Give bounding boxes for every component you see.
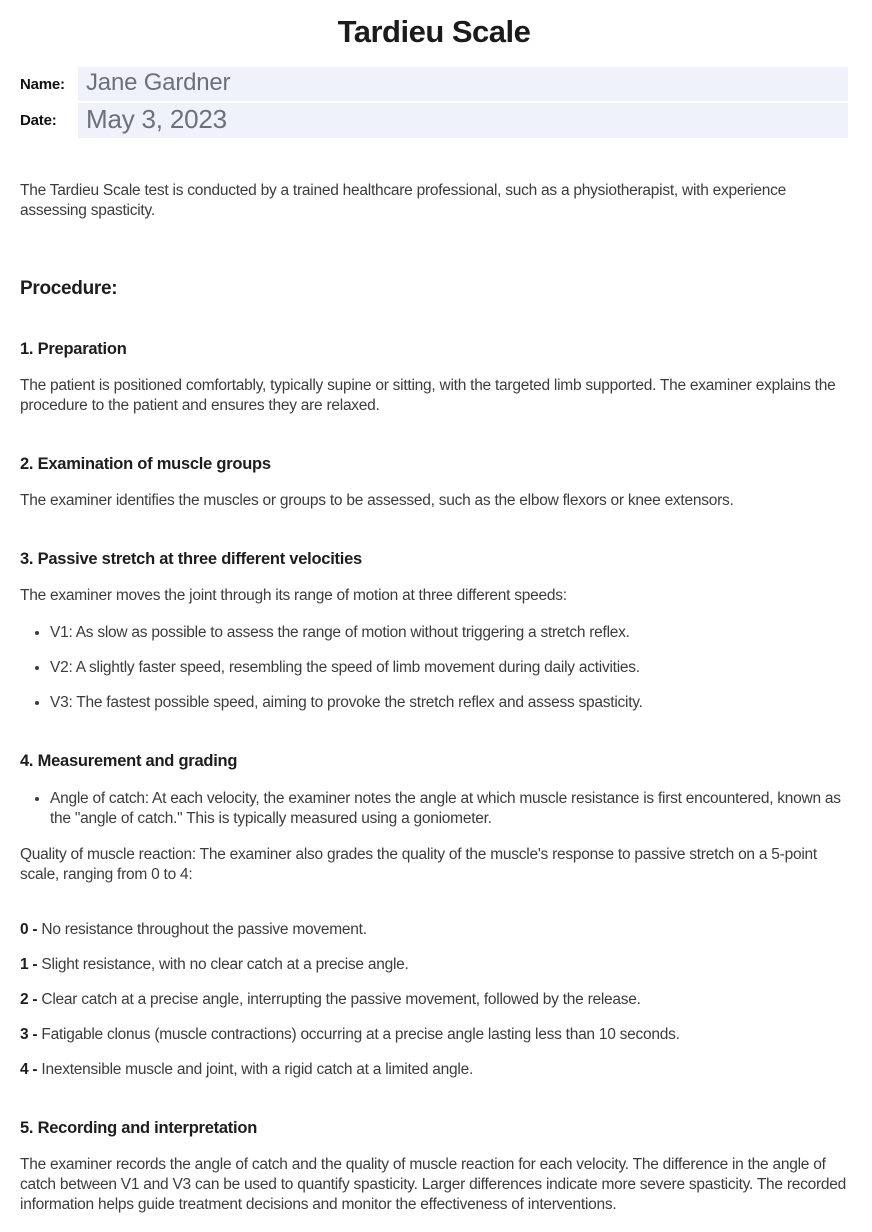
grade-row-2 <box>20 990 848 1010</box>
list-item-v1: • V1: As slow as possible to assess the range of motion without triggering a stretch reflex. <box>50 623 848 643</box>
grade-4-text: Inextensible muscle and joint, with a rigid catch at a limited angle. <box>41 1061 474 1078</box>
date-field-row <box>20 103 848 138</box>
grade-0-number: 0 - <box>20 921 38 938</box>
grade-2-number: 2 - <box>20 991 38 1008</box>
grade-2-text: Clear catch at a precise angle, interrupting the passive movement, followed by the release. <box>41 991 641 1008</box>
name-input[interactable]: Jane Gardner <box>78 67 848 101</box>
name-field-row <box>20 67 848 101</box>
grade-3-number: 3 - <box>20 1026 38 1043</box>
date-input[interactable]: May 3, 2023 <box>78 103 848 138</box>
list-item-v3: • V3: The fastest possible speed, aiming to provoke the stretch reflex and assess spasticity. <box>50 693 848 713</box>
angle-of-catch-list <box>20 789 848 829</box>
grading-scale-list <box>20 920 848 1080</box>
procedure-heading: Procedure: <box>20 278 118 299</box>
grade-row-1 <box>20 955 848 975</box>
section-3-paragraph: The examiner moves the joint through its range of motion at three different speeds: <box>20 587 567 604</box>
grade-row-3 <box>20 1025 848 1045</box>
section-4-heading: 4. Measurement and grading <box>20 752 238 770</box>
section-1-heading: 1. Preparation <box>20 340 127 358</box>
grade-4-number: 4 - <box>20 1061 38 1078</box>
grade-row-0 <box>20 920 848 940</box>
grade-3-text: Fatigable clonus (muscle contractions) occurring at a precise angle lasting less than 10 seconds. <box>41 1026 680 1043</box>
section-1-paragraph: The patient is positioned comfortably, typically supine or sitting, with the targeted limb supported. The examiner explains the procedure to the patient and ensures they are relaxed. <box>20 377 836 414</box>
section-2-heading: 2. Examination of muscle groups <box>20 455 271 473</box>
list-item-angle-of-catch: • Angle of catch: At each velocity, the examiner notes the angle at which muscle resistance is first encountered, known as the "angle of catch." This is typically measured using a goniometer. <box>50 789 848 829</box>
list-item-v2: • V2: A slightly faster speed, resembling the speed of limb movement during daily activities. <box>50 658 848 678</box>
grade-1-text: Slight resistance, with no clear catch at a precise angle. <box>41 956 409 973</box>
section-2-paragraph: The examiner identifies the muscles or groups to be assessed, such as the elbow flexors or knee extensors. <box>20 492 734 509</box>
patient-fields <box>20 67 848 138</box>
section-5-heading: 5. Recording and interpretation <box>20 1119 258 1137</box>
grade-row-4 <box>20 1060 848 1080</box>
grade-0-text: No resistance throughout the passive movement. <box>41 921 367 938</box>
grade-1-number: 1 - <box>20 956 38 973</box>
section-5-paragraph: The examiner records the angle of catch and the quality of muscle reaction for each velocity. The difference in the angle of catch between V1 and V3 can be used to quantify spasticity. Larger differences indicate more severe spasticity. The recorded information helps guide treatment decisions and monitor the effectiveness of interventions. <box>20 1156 847 1213</box>
date-label: Date: <box>20 112 57 129</box>
section-3-heading: 3. Passive stretch at three different velocities <box>20 550 362 568</box>
section-4-paragraph: Quality of muscle reaction: The examiner also grades the quality of the muscle's response to passive stretch on a 5-point scale, ranging from 0 to 4: <box>20 846 817 883</box>
velocity-list <box>20 623 848 713</box>
name-label: Name: <box>20 75 65 93</box>
intro-paragraph: The Tardieu Scale test is conducted by a trained healthcare professional, such as a physiotherapist, with experience assessing spasticity. <box>20 182 786 219</box>
page-title: Tardieu Scale <box>337 14 531 49</box>
